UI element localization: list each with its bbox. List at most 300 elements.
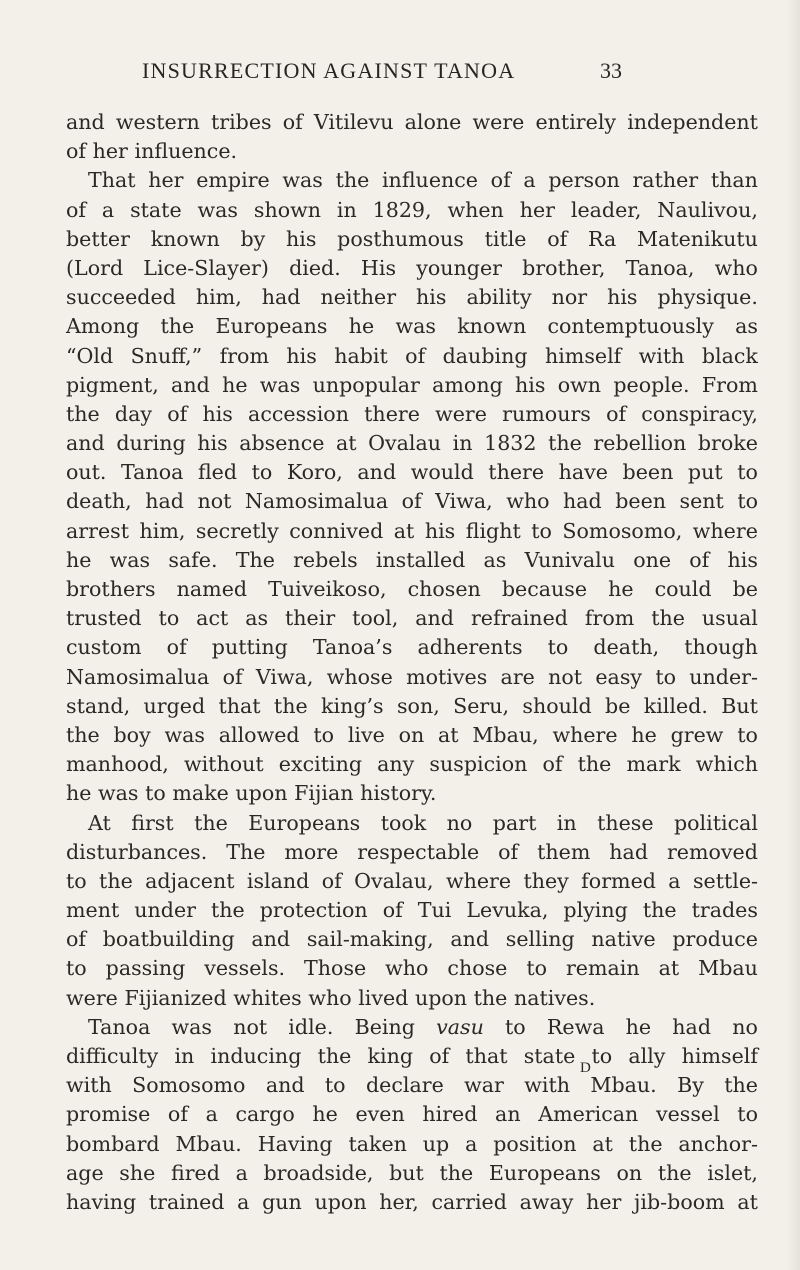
word: boy: [113, 722, 151, 747]
word: alone: [404, 110, 462, 134]
word: he: [608, 577, 634, 601]
word: was: [171, 1014, 213, 1039]
word: they: [523, 868, 569, 893]
word: his: [424, 518, 456, 543]
word: 1829,: [372, 197, 432, 222]
word: the: [66, 722, 100, 747]
word: first: [131, 810, 174, 835]
word: shown: [253, 197, 322, 222]
word: without: [183, 752, 264, 777]
word: in: [174, 1044, 195, 1068]
word: had: [145, 489, 184, 514]
word: boatbuilding: [102, 927, 235, 952]
word: and: [357, 460, 397, 485]
word: 1832: [484, 431, 537, 456]
word: ability: [466, 285, 532, 310]
word: her: [148, 168, 184, 193]
word: trusted: [66, 606, 142, 631]
word: whites: [233, 985, 302, 1010]
word: were: [66, 985, 118, 1010]
word: at: [438, 722, 459, 747]
word: a: [668, 868, 681, 893]
word: as: [735, 314, 758, 339]
page-edge-shadow: [786, 0, 800, 1270]
word: Tanoa: [88, 1014, 151, 1039]
word: The: [235, 547, 275, 572]
text-line: [66, 633, 758, 662]
word: be: [732, 577, 758, 601]
word: with: [524, 1073, 570, 1098]
text-line: [66, 254, 758, 283]
text-line: [66, 750, 758, 779]
word: political: [673, 810, 758, 835]
word: had: [672, 1014, 712, 1039]
word: and: [450, 927, 490, 952]
word: as: [245, 606, 269, 631]
word: had: [261, 285, 301, 310]
word: of: [66, 197, 87, 222]
word: installed: [375, 547, 466, 572]
word: war: [464, 1073, 504, 1098]
word: western: [115, 110, 200, 134]
word: when: [447, 197, 504, 222]
word: had: [563, 489, 602, 514]
word: Tui: [417, 898, 452, 923]
word: to: [66, 956, 87, 981]
word: rebels: [293, 547, 358, 572]
word: was: [282, 168, 323, 193]
word: Ra: [587, 226, 617, 251]
signature-mark: D: [580, 1060, 591, 1076]
word: That: [88, 168, 136, 193]
word: islet,: [707, 1160, 758, 1185]
word: Lice-Slayer): [143, 255, 269, 280]
word: putting: [211, 635, 288, 660]
text-line: [66, 1013, 758, 1042]
word: of: [606, 401, 627, 426]
word: were: [472, 110, 525, 134]
word: person: [548, 168, 620, 193]
word: brother,: [522, 255, 606, 280]
word: an: [495, 1102, 521, 1127]
word: Europeans: [488, 1160, 601, 1185]
word: Namosimalua: [66, 664, 210, 689]
text-line: [66, 342, 758, 371]
word: gun: [262, 1189, 302, 1214]
word: the: [473, 985, 508, 1010]
word: ment: [66, 898, 120, 923]
word: The: [226, 839, 266, 864]
word: from: [584, 606, 635, 631]
word: leader,: [570, 197, 642, 222]
word: flight: [465, 518, 521, 543]
word: where: [445, 868, 512, 893]
word: of: [401, 489, 422, 514]
word: hired: [422, 1102, 478, 1127]
word: of: [405, 343, 426, 368]
word: no: [732, 1014, 758, 1039]
word: Namosimalua: [244, 489, 389, 514]
word: conspiracy,: [641, 401, 758, 426]
word: a: [205, 1102, 218, 1127]
word: adherents: [417, 635, 523, 660]
word: himself: [681, 1044, 758, 1068]
word: vasu: [436, 1014, 484, 1039]
word: From: [701, 372, 758, 397]
word: to: [313, 722, 335, 747]
word: Fijian: [294, 781, 354, 806]
word: was: [395, 314, 436, 339]
text-line: [66, 779, 758, 808]
word: of: [166, 635, 187, 660]
text-line: [66, 517, 758, 546]
word: his: [197, 431, 228, 456]
word: rather: [632, 168, 699, 193]
word: and: [265, 1073, 305, 1098]
word: any: [377, 752, 415, 777]
word: influence: [381, 168, 478, 193]
word: Mbau.: [590, 1073, 657, 1098]
word: to: [737, 722, 758, 747]
word: of: [66, 927, 87, 952]
word: influence.: [134, 139, 238, 164]
word: easy: [595, 664, 643, 689]
word: the: [642, 898, 677, 923]
word: than: [710, 168, 758, 193]
text-line: [66, 312, 758, 341]
word: his: [607, 285, 638, 310]
word: removed: [666, 839, 758, 864]
word: motives: [406, 664, 488, 689]
word: suspicion: [429, 752, 528, 777]
word: the: [724, 1073, 758, 1098]
word: died.: [289, 255, 341, 280]
word: by: [240, 226, 266, 251]
word: on: [398, 722, 425, 747]
text-line: [66, 1100, 758, 1129]
word: anchor-: [678, 1131, 758, 1156]
word: having: [66, 1189, 137, 1214]
word: ally: [628, 1044, 666, 1068]
word: of: [282, 110, 303, 134]
word: of: [321, 868, 342, 893]
word: of: [167, 1102, 188, 1127]
word: because: [501, 577, 588, 601]
word: trades: [691, 898, 758, 923]
word: their: [285, 606, 336, 631]
word: urged: [143, 693, 206, 718]
word: safe.: [168, 547, 218, 572]
word: contemptuously: [547, 314, 714, 339]
word: Mbau: [698, 956, 758, 981]
word: there: [488, 460, 545, 485]
word: daubing: [442, 343, 528, 368]
word: to: [655, 664, 676, 689]
text-line: [66, 429, 758, 458]
word: sail-making,: [306, 927, 434, 952]
word: state: [523, 1044, 576, 1068]
word: at: [658, 956, 680, 981]
word: be: [605, 693, 631, 718]
word: posthumous: [337, 226, 464, 251]
word: bombard: [66, 1131, 160, 1156]
word: Europeans: [215, 314, 328, 339]
word: her: [519, 197, 555, 222]
word: tribes: [210, 110, 272, 134]
word: a: [523, 168, 536, 193]
word: of: [429, 1044, 450, 1068]
word: better: [66, 226, 130, 251]
word: one: [633, 547, 672, 572]
text-line: [66, 1188, 758, 1217]
word: known: [150, 226, 220, 251]
word: of: [542, 752, 563, 777]
word: Those: [304, 956, 367, 981]
word: Being: [354, 1014, 415, 1039]
word: a: [101, 197, 115, 222]
word: Levuka,: [466, 898, 549, 923]
word: was: [197, 197, 239, 222]
word: away: [519, 1189, 574, 1214]
word: there: [364, 401, 420, 426]
word: settle-: [692, 868, 758, 893]
word: of: [689, 547, 710, 572]
word: to: [66, 868, 87, 893]
word: respectable: [357, 839, 480, 864]
word: Rewa: [546, 1014, 605, 1039]
word: His: [360, 255, 397, 280]
word: idle.: [288, 1014, 334, 1039]
word: with: [66, 1073, 112, 1098]
text-line: [66, 721, 758, 750]
body-text: [66, 108, 758, 1217]
word: not: [197, 489, 232, 514]
word: arrest: [66, 518, 129, 543]
word: unpopular: [312, 372, 420, 397]
word: Naulivou,: [657, 197, 758, 222]
word: of: [547, 226, 568, 251]
word: were: [435, 401, 487, 426]
word: age: [66, 1160, 104, 1185]
text-line: [66, 108, 758, 137]
word: that: [218, 693, 261, 718]
word: promise: [66, 1102, 151, 1127]
word: the: [628, 1131, 663, 1156]
word: not: [233, 1014, 268, 1039]
word: absence: [239, 431, 325, 456]
word: him,: [195, 285, 242, 310]
word: where: [692, 518, 758, 543]
word: to: [505, 1014, 526, 1039]
word: who: [308, 985, 352, 1010]
word: manhood,: [66, 752, 169, 777]
word: at: [336, 431, 357, 456]
word: that: [465, 1044, 508, 1068]
word: him,: [139, 518, 186, 543]
word: Ovalau: [368, 431, 442, 456]
text-line: [66, 954, 758, 983]
word: king: [367, 1044, 414, 1068]
word: disturbances.: [66, 839, 208, 864]
word: tool,: [352, 606, 399, 631]
text-line: [66, 1159, 758, 1188]
word: who: [506, 489, 550, 514]
word: plying: [563, 898, 628, 923]
page-number: 33: [600, 58, 622, 83]
text-line: [66, 458, 758, 487]
word: his: [515, 372, 546, 397]
word: even: [355, 1102, 405, 1127]
text-line: [66, 400, 758, 429]
word: the: [657, 1160, 692, 1185]
word: to: [251, 460, 273, 485]
word: Tanoa: [121, 460, 184, 485]
word: live: [347, 722, 385, 747]
word: Matenikutu: [636, 226, 758, 251]
word: Mbau.: [175, 1131, 242, 1156]
word: Koro,: [286, 460, 343, 485]
word: By: [677, 1073, 704, 1098]
word: day: [114, 401, 153, 426]
word: adjacent: [145, 868, 235, 893]
word: stand,: [66, 693, 131, 718]
word: was: [109, 547, 151, 572]
text-line: [66, 575, 758, 604]
word: to: [145, 781, 166, 806]
word: inducing: [210, 1044, 302, 1068]
text-line: [66, 283, 758, 312]
word: but: [389, 1160, 424, 1185]
word: American: [538, 1102, 639, 1127]
word: Vunivalu: [524, 547, 616, 572]
word: Having: [257, 1131, 333, 1156]
word: known: [457, 314, 527, 339]
word: At: [88, 810, 111, 835]
word: and: [251, 927, 291, 952]
word: he: [66, 547, 92, 572]
word: taken: [348, 1131, 407, 1156]
word: killed.: [643, 693, 708, 718]
word: history.: [360, 781, 437, 806]
word: But: [721, 693, 758, 718]
word: of: [222, 664, 243, 689]
text-line: [66, 692, 758, 721]
word: death,: [593, 635, 660, 660]
word: his: [202, 401, 233, 426]
word: no: [446, 810, 473, 835]
word: could: [654, 577, 712, 601]
word: neither: [320, 285, 397, 310]
word: produce: [672, 927, 758, 952]
word: where: [552, 722, 618, 747]
text-line: [66, 867, 758, 896]
word: pigment,: [66, 372, 159, 397]
text-line: [66, 1042, 758, 1071]
word: her,: [379, 1189, 419, 1214]
word: title: [484, 226, 527, 251]
word: secretly: [195, 518, 279, 543]
word: native: [591, 927, 656, 952]
word: who: [714, 255, 758, 280]
word: them: [537, 839, 591, 864]
word: to: [531, 518, 552, 543]
word: from: [219, 343, 269, 368]
word: Europeans: [248, 810, 361, 835]
word: upon: [414, 985, 468, 1010]
word: younger: [416, 255, 502, 280]
word: people.: [613, 372, 690, 397]
word: empire: [196, 168, 270, 193]
word: was: [98, 781, 139, 806]
word: Tanoa’s: [312, 635, 393, 660]
word: jib-boom: [634, 1189, 725, 1214]
word: took: [380, 810, 427, 835]
word: he: [631, 722, 657, 747]
word: these: [597, 810, 654, 835]
word: out.: [66, 460, 107, 485]
word: he: [66, 781, 92, 806]
word: who: [385, 956, 429, 981]
word: whose: [326, 664, 393, 689]
word: as: [483, 547, 507, 572]
word: Fijianized: [124, 985, 227, 1010]
word: refrained: [470, 606, 568, 631]
word: would: [410, 460, 474, 485]
word: accession: [248, 401, 349, 426]
word: son,: [396, 693, 440, 718]
word: king’s: [321, 693, 384, 718]
word: he: [222, 372, 248, 397]
word: position: [493, 1131, 577, 1156]
word: usual: [701, 606, 758, 631]
word: at: [592, 1131, 613, 1156]
word: protection: [259, 898, 368, 923]
text-line: [66, 1130, 758, 1159]
word: declare: [365, 1073, 444, 1098]
word: state: [130, 197, 182, 222]
word: his: [727, 547, 758, 572]
word: natives.: [513, 985, 596, 1010]
word: entirely: [535, 110, 617, 134]
word: death,: [66, 489, 132, 514]
word: Ovalau,: [354, 868, 434, 893]
word: Somosomo,: [562, 518, 683, 543]
word: Tuiveikoso,: [268, 577, 387, 601]
word: her: [92, 139, 128, 164]
word: broke: [697, 431, 758, 456]
word: the: [317, 1044, 352, 1068]
word: which: [695, 752, 758, 777]
word: the: [99, 868, 133, 893]
word: vessels.: [204, 956, 286, 981]
word: in: [556, 810, 577, 835]
text-line: [66, 137, 758, 166]
text-line: [66, 196, 758, 225]
word: the: [439, 1160, 474, 1185]
word: grew: [670, 722, 724, 747]
word: Vitilevu: [313, 110, 394, 134]
word: Snuff,”: [130, 343, 203, 368]
word: to: [324, 1073, 346, 1098]
text-line: [66, 896, 758, 925]
word: was: [164, 722, 205, 747]
word: remain: [565, 956, 640, 981]
word: upon: [314, 1189, 367, 1214]
word: allowed: [218, 722, 300, 747]
word: the: [194, 810, 228, 835]
word: are: [500, 664, 535, 689]
word: among: [432, 372, 503, 397]
